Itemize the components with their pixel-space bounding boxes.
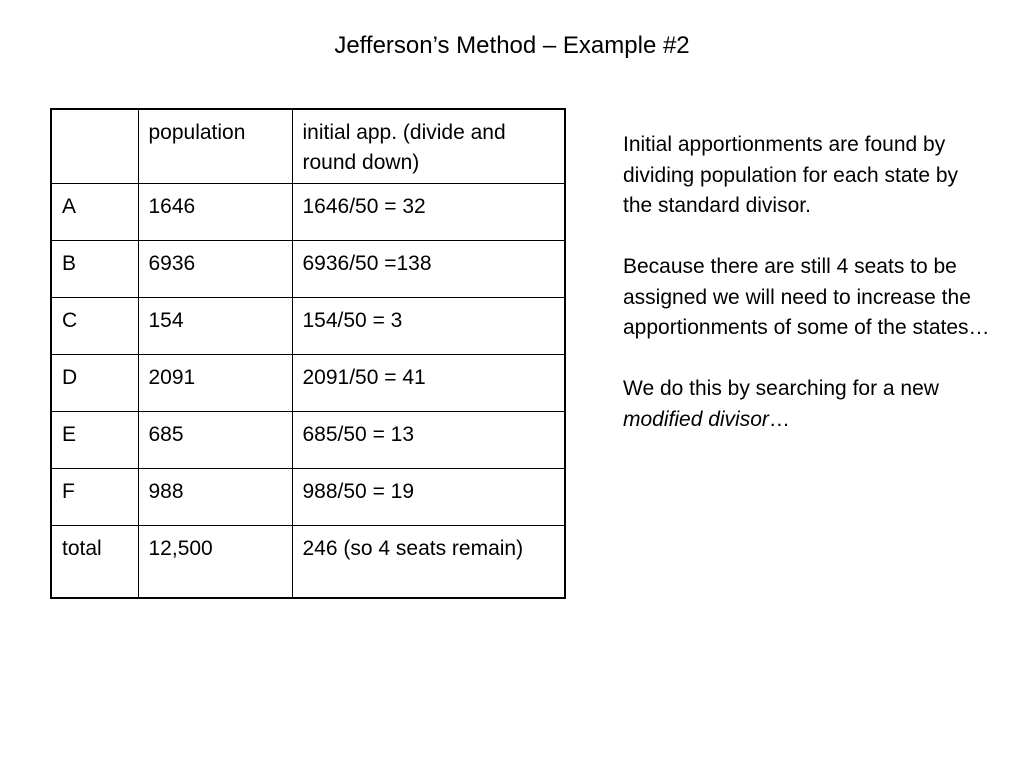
initial-apportionment-cell: 154/50 = 3 [292,297,565,354]
table-row [51,354,565,411]
table-total-row [51,525,565,598]
population-cell: 1646 [138,183,292,240]
state-cell: F [51,468,138,525]
state-cell: B [51,240,138,297]
population-cell: 6936 [138,240,292,297]
table-row [51,411,565,468]
initial-apportionment-cell: 1646/50 = 32 [292,183,565,240]
population-cell: 685 [138,411,292,468]
population-cell: 988 [138,468,292,525]
initial-apportionment-cell: 2091/50 = 41 [292,354,565,411]
apportionment-table [50,108,566,599]
slide-title: Jefferson’s Method – Example #2 [334,32,690,59]
header-cell-initial-apportionment: initial app. (divide and round down) [292,109,565,183]
table-row [51,240,565,297]
modified-divisor-term: modified divisor [623,407,769,431]
header-cell-state [51,109,138,183]
header-cell-population: population [138,109,292,183]
paragraph-3-prefix: We do this by searching for a new [623,377,939,400]
initial-apportionment-cell: 988/50 = 19 [292,468,565,525]
explanation-paragraph-3 [623,374,993,435]
explanation-text [623,130,993,466]
population-cell: 154 [138,297,292,354]
paragraph-3-suffix: … [768,407,790,431]
population-cell: 2091 [138,354,292,411]
state-cell: D [51,354,138,411]
state-cell: E [51,411,138,468]
apportionment-table-container [50,108,566,599]
explanation-paragraph-2: Because there are still 4 seats to be assigned we will need to increase the apportionments of some of the states… [623,255,990,339]
table-header-row [51,109,565,183]
explanation-paragraph-1: Initial apportionments are found by dividing population for each state by the standard divisor. [623,133,959,217]
total-label-cell: total [51,525,138,598]
total-initial-apportionment-cell: 246 (so 4 seats remain) [292,525,565,598]
state-cell: C [51,297,138,354]
total-population-cell: 12,500 [138,525,292,598]
initial-apportionment-cell: 685/50 = 13 [292,411,565,468]
table-row [51,468,565,525]
table-row [51,183,565,240]
table-row [51,297,565,354]
state-cell: A [51,183,138,240]
initial-apportionment-cell: 6936/50 =138 [292,240,565,297]
